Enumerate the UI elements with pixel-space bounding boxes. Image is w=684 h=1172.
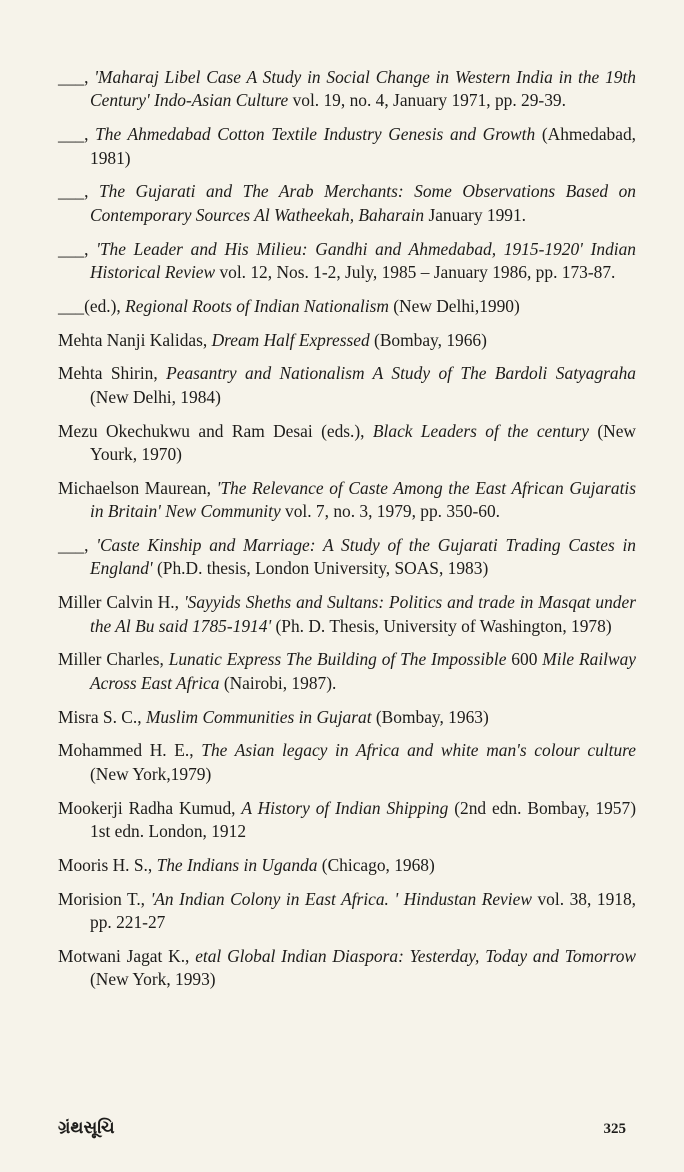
footer-label: ગ્રંથસૂચિ [58, 1118, 115, 1137]
entry-text: Miller Charles, [58, 649, 169, 670]
bibliography-entry [58, 238, 636, 285]
entry-title-text: Lunatic Express The Building of The Impossible [168, 649, 507, 670]
bibliography-entry [58, 797, 636, 844]
bibliography-entry [58, 739, 636, 786]
entry-title-text: The Ahmedabad Cotton Textile Industry Genesis and Growth [95, 124, 536, 145]
entry-text: vol. 12, Nos. 1-2, July, 1985 – January 1986, pp. 173-87. [215, 262, 616, 283]
entry-text: ___, [58, 124, 96, 145]
bibliography-entry [58, 362, 636, 409]
entry-text: (Chicago, 1968) [317, 854, 435, 875]
entry-text: ___, [58, 238, 97, 259]
entry-title-text: 'Sayyids Sheths and Sultans: Politics and trade in Masqat under the Al Bu said 1785-1914' [90, 592, 636, 636]
entry-title-text: Muslim Communities in Gujarat [145, 706, 372, 727]
entry-title-text: Black Leaders of the century [372, 420, 589, 441]
page-number: 325 [603, 1121, 626, 1137]
bibliography-entry [58, 888, 636, 935]
entry-text: Mezu Okechukwu and Ram Desai (eds.), [58, 420, 373, 441]
entry-text: Mehta Nanji Kalidas, [58, 329, 212, 350]
entry-text: (New York, 1993) [90, 969, 216, 990]
entry-text: (Ahmedabad, 1981) [90, 124, 637, 168]
bibliography-entry [58, 648, 636, 695]
bibliography-entry [58, 123, 636, 170]
entry-text: ___, [58, 181, 99, 202]
entry-text: ___, [58, 535, 97, 556]
entry-title-text: 'The Relevance of Caste Among the East African Gujaratis in Britain' New Community [90, 477, 636, 522]
entry-title-text: The Gujarati and The Arab Merchants: Some Observations Based on Contemporary Sources Al Watheekah, Baharain [90, 181, 637, 225]
bibliography-entry [58, 534, 636, 581]
entry-title-text: Dream Half Expressed [211, 329, 370, 350]
bibliography-entry [58, 854, 636, 877]
bibliography-entry [58, 66, 636, 113]
entry-text: January 1991. [424, 204, 527, 225]
entry-text: vol. 19, no. 4, January 1971, pp. 29-39. [288, 90, 566, 111]
bibliography-list [58, 66, 636, 992]
entry-text: Mohammed H. E., [58, 740, 202, 761]
bibliography-entry [58, 477, 636, 524]
entry-title-text: Mile Railway Across East Africa [90, 649, 637, 693]
entry-text: (Ph. D. Thesis, University of Washington, 1978) [271, 615, 612, 636]
entry-title-text: 'Caste Kinship and Marriage: A Study of the Gujarati Trading Castes in England' [90, 535, 637, 579]
entry-title-text: A History of Indian Shipping [241, 797, 449, 818]
entry-text: (New Delhi, 1984) [90, 386, 221, 407]
bibliography-entry [58, 945, 636, 992]
entry-text: vol. 38, 1918, pp. 221-27 [90, 888, 636, 933]
entry-text: (Nairobi, 1987). [219, 672, 337, 693]
entry-title-text: Peasantry and Nationalism A Study of The Bardoli Satyagraha [166, 363, 636, 384]
entry-text: (Bombay, 1966) [369, 329, 487, 350]
page-footer [58, 1118, 626, 1138]
entry-text: (New York,1979) [90, 763, 212, 784]
entry-text: (New Yourk, 1970) [90, 420, 636, 465]
entry-title-text: 'Maharaj Libel Case A Study in Social Change in Western India in the 19th Century' Indo-Asian Culture [90, 67, 636, 111]
entry-text: (2nd edn. Bombay, 1957) 1st edn. London, 1912 [90, 797, 636, 842]
entry-text: Mehta Shirin, [58, 363, 167, 384]
entry-text: Mooris H. S., [58, 854, 157, 875]
entry-text: 600 [506, 649, 543, 670]
bibliography-entry [58, 420, 636, 467]
entry-text: vol. 7, no. 3, 1979, pp. 350-60. [280, 501, 500, 522]
entry-text: ___, [58, 67, 95, 87]
entry-title-text: 'The Leader and His Milieu: Gandhi and Ahmedabad, 1915-1920' Indian Historical Review [90, 238, 636, 283]
entry-text: ___(ed.), [58, 295, 126, 316]
bibliography-entry [58, 295, 636, 318]
entry-title-text: 'An Indian Colony in East Africa. ' Hindustan Review [150, 888, 532, 909]
entry-text: Morision T., [58, 888, 151, 909]
bibliography-entry [58, 706, 636, 729]
entry-text: Miller Calvin H., [58, 592, 184, 613]
bibliography-entry [58, 591, 636, 638]
entry-text: (Ph.D. thesis, London University, SOAS, 1983) [152, 558, 489, 579]
entry-text: Mookerji Radha Kumud, [58, 797, 242, 818]
entry-title-text: Regional Roots of Indian Nationalism [125, 295, 389, 316]
entry-text: Misra S. C., [58, 706, 146, 727]
bibliography-entry [58, 180, 636, 227]
entry-title-text: etal Global Indian Diaspora: Yesterday, Today and Tomorrow [195, 945, 636, 966]
entry-text: (Bombay, 1963) [371, 706, 489, 727]
entry-title-text: The Indians in Uganda [156, 854, 318, 875]
entry-text: (New Delhi,1990) [388, 295, 520, 316]
bibliography-entry [58, 329, 636, 352]
entry-title-text: The Asian legacy in Africa and white man's colour culture [201, 740, 636, 761]
entry-text: Michaelson Maurean, [58, 477, 217, 498]
entry-text: Motwani Jagat K., [58, 945, 196, 966]
